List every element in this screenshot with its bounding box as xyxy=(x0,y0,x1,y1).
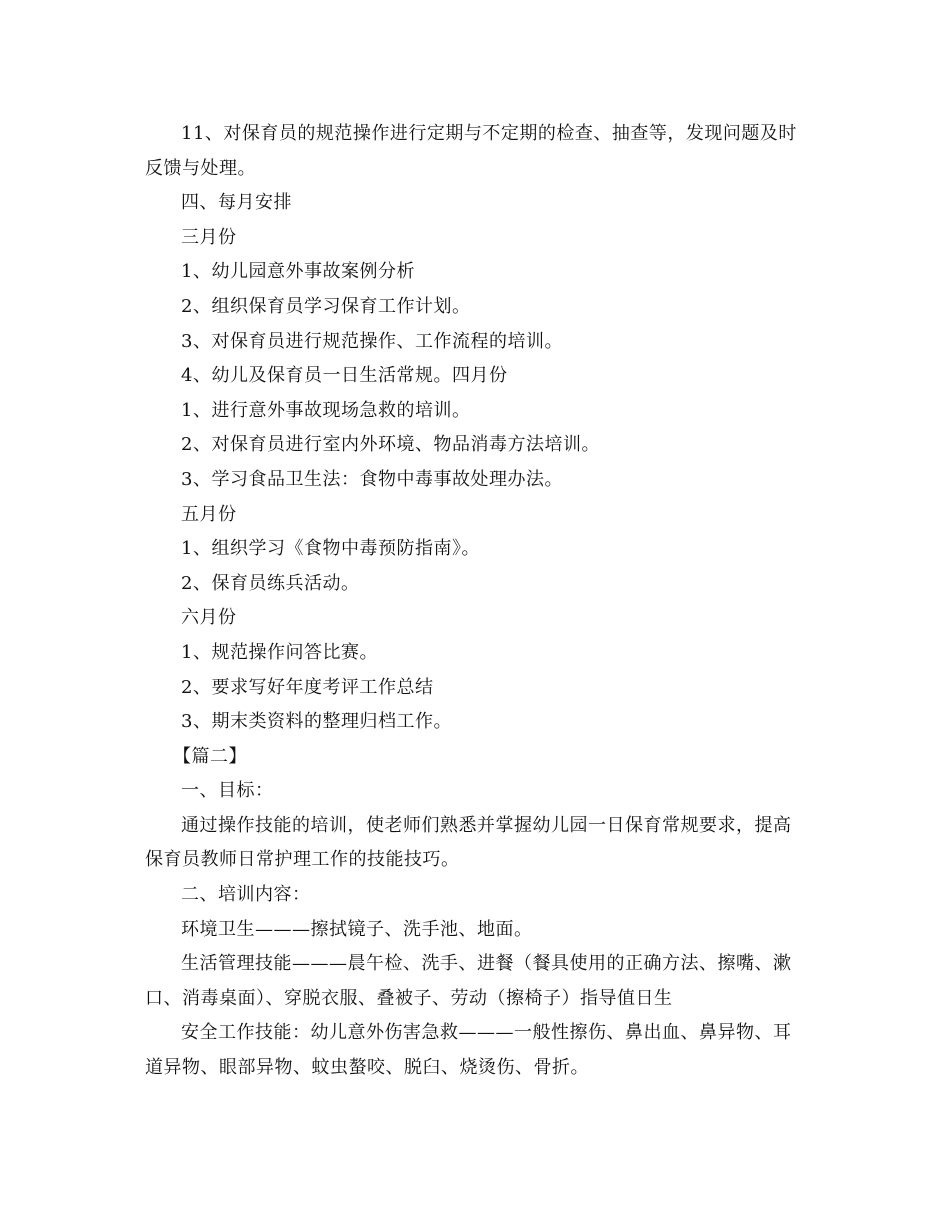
list-item: 3、对保育员进行规范操作、工作流程的培训。 xyxy=(181,330,563,352)
section-heading-monthly-plan: 四、每月安排 xyxy=(181,192,292,214)
list-item: 1、规范操作问答比赛。 xyxy=(181,641,378,663)
list-item: 2、保育员练兵活动。 xyxy=(181,572,360,594)
list-item: 3、学习食品卫生法：食物中毒事故处理办法。 xyxy=(181,468,563,490)
paragraph-item-11: 11、对保育员的规范操作进行定期与不定期的检查、抽查等，发现问题及时反馈与处理。 xyxy=(145,123,797,179)
goal-paragraph: 通过操作技能的培训，使老师们熟悉并掌握幼儿园一日保育常规要求，提高保育员教师日常护理工作的技能技巧。 xyxy=(145,814,792,871)
list-item: 1、进行意外事故现场急救的培训。 xyxy=(181,399,471,421)
section-heading-training-content: 二、培训内容： xyxy=(181,884,311,906)
list-item: 1、组织学习《食物中毒预防指南》。 xyxy=(181,538,480,560)
training-item-environment: 环境卫生———擦拭镜子、洗手池、地面。 xyxy=(181,918,533,940)
list-item: 2、要求写好年度考评工作总结 xyxy=(181,676,434,698)
training-item-safety: 安全工作技能：幼儿意外伤害急救———一般性擦伤、鼻出血、鼻异物、耳道异物、眼部异物、蚊虫螯咬、脱臼、烧烫伤、骨折。 xyxy=(145,1022,792,1079)
document-body xyxy=(145,117,805,1086)
list-item: 1、幼儿园意外事故案例分析 xyxy=(181,261,415,283)
part-two-heading: 【篇二】 xyxy=(173,745,247,767)
month-heading-march: 三月份 xyxy=(181,226,237,248)
list-item: 2、对保育员进行室内外环境、物品消毒方法培训。 xyxy=(181,434,600,456)
list-item: 4、幼儿及保育员一日生活常规。四月份 xyxy=(181,365,508,387)
section-heading-goal: 一、目标： xyxy=(181,780,274,802)
month-heading-june: 六月份 xyxy=(181,607,237,629)
month-heading-may: 五月份 xyxy=(181,503,237,525)
list-item: 3、期末类资料的整理归档工作。 xyxy=(181,711,452,733)
list-item: 2、组织保育员学习保育工作计划。 xyxy=(181,295,471,317)
training-item-life-management: 生活管理技能———晨午检、洗手、进餐（餐具使用的正确方法、擦嘴、漱口、消毒桌面）、穿脱衣服、叠被子、劳动（擦椅子）指导值日生 xyxy=(145,953,792,1009)
